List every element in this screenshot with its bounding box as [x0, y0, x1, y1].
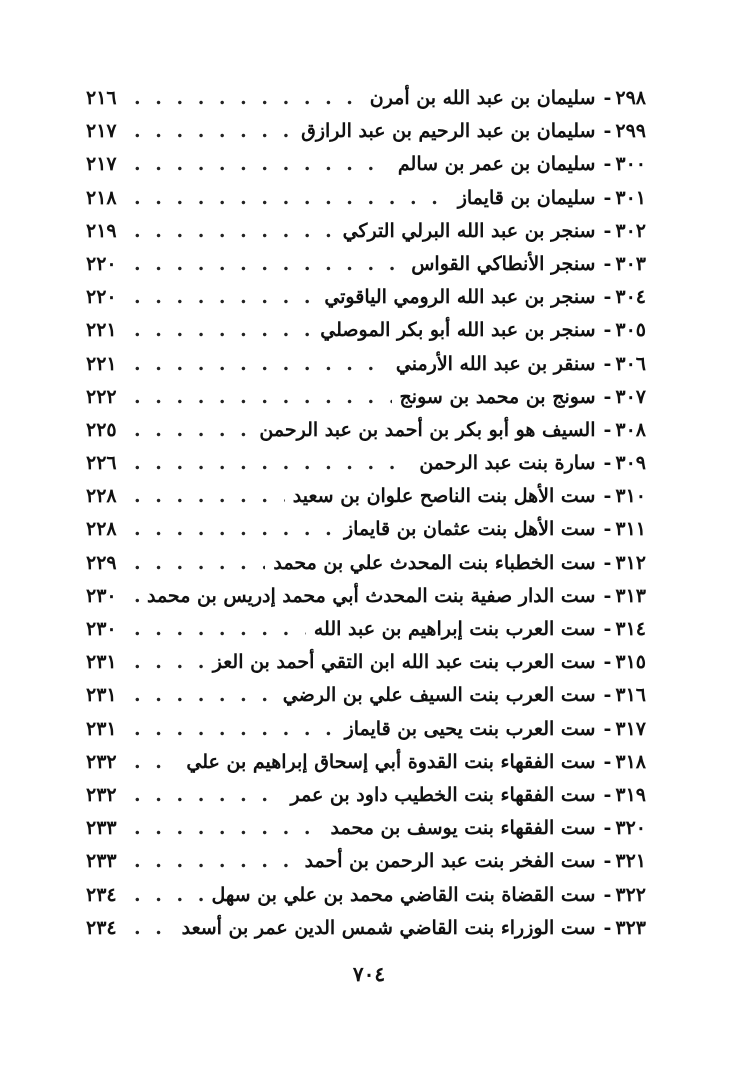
entry-separator: -	[603, 286, 612, 309]
dot-leader	[134, 547, 265, 580]
toc-entry	[86, 779, 646, 812]
entry-number: ٣٠٢	[615, 219, 646, 242]
entry-page: ٢٢٢	[86, 385, 117, 408]
entry-separator: -	[603, 219, 612, 242]
entry-separator: -	[603, 87, 612, 109]
entry-number: ٣١٥	[615, 651, 646, 674]
entry-page: ٢٣٣	[86, 817, 117, 840]
entry-page: ٢٢٩	[86, 551, 117, 574]
dot-leader	[134, 879, 204, 912]
entry-number: ٣١٣	[615, 584, 646, 607]
entry-number: ٣٠١	[615, 186, 646, 209]
entry-name: ست الفقهاء بنت القدوة أبي إسحاق إبراهيم بن علي	[186, 750, 596, 773]
dot-leader	[134, 215, 335, 248]
entry-name: ست العرب بنت يحيى بن قايماز	[344, 717, 596, 740]
entry-number: ٣١٤	[615, 618, 646, 640]
entry-number: ٣١٢	[615, 551, 646, 574]
entry-separator: -	[603, 418, 612, 441]
dot-leader	[134, 679, 275, 712]
entry-page: ٢١٧	[86, 120, 117, 143]
entry-separator: -	[603, 916, 612, 939]
entry-number: ٣١٩	[615, 783, 646, 806]
table-of-contents	[86, 82, 646, 945]
entry-number: ٣٠٠	[615, 153, 646, 176]
entry-number: ٣٠٤	[615, 286, 646, 309]
entry-separator: -	[603, 584, 612, 607]
toc-entry	[86, 348, 646, 381]
entry-number: ٣٢٠	[615, 817, 646, 840]
toc-entry	[86, 447, 646, 480]
toc-entry	[86, 879, 646, 912]
toc-entry	[86, 215, 646, 248]
entry-separator: -	[603, 485, 612, 508]
dot-leader	[134, 148, 390, 181]
toc-entry	[86, 746, 646, 779]
toc-entry	[86, 613, 646, 646]
entry-name: ست الوزراء بنت القاضي شمس الدين عمر بن أسعد	[181, 916, 596, 939]
entry-separator: -	[603, 385, 612, 408]
entry-number: ٢٩٨	[615, 87, 646, 109]
entry-separator: -	[603, 551, 612, 574]
entry-page: ٢٢٥	[86, 418, 117, 441]
entry-name: ست الدار صفية بنت المحدث أبي محمد إدريس بن محمد	[146, 584, 596, 607]
entry-separator: -	[603, 850, 612, 873]
entry-page: ٢٣١	[86, 651, 117, 674]
entry-number: ٣٠٩	[615, 452, 646, 475]
toc-entry	[86, 281, 646, 314]
toc-entry	[86, 82, 646, 115]
entry-page: ٢١٨	[86, 186, 117, 209]
entry-number: ٣٠٨	[615, 418, 646, 441]
entry-separator: -	[603, 618, 612, 640]
entry-separator: -	[603, 352, 612, 375]
entry-separator: -	[603, 120, 612, 143]
dot-leader	[134, 348, 388, 381]
entry-name: ست الخطباء بنت المحدث علي بن محمد	[273, 551, 596, 574]
toc-entry	[86, 646, 646, 679]
entry-number: ٣٠٥	[615, 319, 646, 342]
entry-name: سنجر الأنطاكي القواس	[411, 252, 596, 275]
entry-number: ٣٠٦	[615, 352, 646, 375]
entry-number: ٢٩٩	[615, 120, 646, 143]
entry-name: ست العرب بنت السيف علي بن الرضي	[282, 684, 596, 707]
dot-leader	[134, 779, 283, 812]
dot-leader	[134, 513, 336, 546]
entry-page: ٢٣١	[86, 717, 117, 740]
entry-name: ست القضاة بنت القاضي محمد بن علي بن سهل	[211, 883, 596, 906]
dot-leader	[134, 182, 450, 215]
entry-page: ٢٢١	[86, 319, 117, 342]
entry-page: ٢٣٤	[86, 916, 117, 939]
toc-entry	[86, 812, 646, 845]
entry-page: ٢٣٢	[86, 783, 117, 806]
dot-leader	[134, 480, 285, 513]
toc-entry	[86, 513, 646, 546]
entry-name: ست الأهل بنت عثمان بن قايماز	[343, 518, 596, 541]
dot-leader	[134, 381, 392, 414]
entry-name: ست الفقهاء بنت الخطيب داود بن عمر	[290, 783, 596, 806]
dot-leader	[134, 115, 293, 148]
entry-page: ٢١٩	[86, 219, 117, 242]
entry-number: ٣١١	[615, 518, 646, 541]
entry-number: ٣٢٢	[615, 883, 646, 906]
dot-leader	[134, 447, 411, 480]
entry-separator: -	[603, 883, 612, 906]
toc-entry	[86, 480, 646, 513]
entry-name: ست الأهل بنت الناصح علوان بن سعيد	[292, 485, 596, 508]
entry-page: ٢٢٨	[86, 518, 117, 541]
entry-name: سنجر بن عبد الله البرلي التركي	[342, 219, 596, 242]
entry-separator: -	[603, 319, 612, 342]
entry-number: ٣١٧	[615, 717, 646, 740]
dot-leader	[134, 82, 362, 115]
entry-name: ست العرب بنت إبراهيم بن عبد الله	[313, 618, 596, 640]
toc-entry	[86, 148, 646, 181]
entry-page: ٢٣١	[86, 684, 117, 707]
entry-name: سونج بن محمد بن سونج	[399, 385, 596, 408]
dot-leader	[134, 580, 139, 613]
entry-name: سليمان بن عمر بن سالم	[397, 153, 596, 176]
toc-entry	[86, 314, 646, 347]
page-number: ٧٠٤	[352, 962, 386, 986]
entry-number: ٣١٦	[615, 684, 646, 707]
entry-separator: -	[603, 817, 612, 840]
entry-page: ٢٣٤	[86, 883, 117, 906]
entry-page: ٢٣٢	[86, 750, 117, 773]
toc-entry	[86, 115, 646, 148]
entry-name: ست العرب بنت عبد الله ابن التقي أحمد بن العز	[212, 651, 596, 674]
toc-entry	[86, 182, 646, 215]
dot-leader	[134, 414, 251, 447]
toc-entry	[86, 414, 646, 447]
dot-leader	[134, 248, 403, 281]
entry-separator: -	[603, 717, 612, 740]
dot-leader	[134, 845, 297, 878]
entry-page: ٢١٦	[86, 87, 117, 109]
entry-name: سارة بنت عبد الرحمن	[419, 452, 596, 475]
entry-page: ٢٢٨	[86, 485, 117, 508]
entry-number: ٣٢١	[615, 850, 646, 873]
toc-entry	[86, 679, 646, 712]
entry-name: سليمان بن عبد الرحيم بن عبد الرازق	[301, 120, 596, 143]
entry-page: ٢٣٠	[86, 618, 117, 640]
toc-entry	[86, 381, 646, 414]
entry-separator: -	[603, 252, 612, 275]
entry-page: ٢٣٠	[86, 584, 117, 607]
dot-leader	[134, 812, 323, 845]
entry-separator: -	[603, 684, 612, 707]
entry-name: السيف هو أبو بكر بن أحمد بن عبد الرحمن	[259, 418, 596, 441]
entry-name: ست الفقهاء بنت يوسف بن محمد	[330, 817, 596, 840]
entry-separator: -	[603, 153, 612, 176]
entry-page: ٢٢٠	[86, 286, 117, 309]
dot-leader	[134, 713, 337, 746]
dot-leader	[134, 281, 316, 314]
toc-entry	[86, 713, 646, 746]
entry-name: سنقر بن عبد الله الأرمني	[395, 352, 596, 375]
entry-name: سنجر بن عبد الله الرومي الياقوتي	[324, 286, 596, 309]
entry-number: ٣١٨	[615, 750, 646, 773]
toc-entry	[86, 248, 646, 281]
toc-entry	[86, 912, 646, 945]
entry-number: ٣٠٧	[615, 385, 646, 408]
entry-name: ست الفخر بنت عبد الرحمن بن أحمد	[304, 850, 596, 873]
toc-entry	[86, 845, 646, 878]
entry-separator: -	[603, 750, 612, 773]
dot-leader	[134, 912, 174, 945]
entry-number: ٣١٠	[615, 485, 646, 508]
entry-separator: -	[603, 783, 612, 806]
dot-leader	[134, 613, 306, 646]
dot-leader	[134, 314, 312, 347]
entry-page: ٢٣٣	[86, 850, 117, 873]
dot-leader	[134, 746, 178, 779]
entry-page: ٢٢١	[86, 352, 117, 375]
toc-entry	[86, 547, 646, 580]
dot-leader	[134, 646, 205, 679]
entry-separator: -	[603, 452, 612, 475]
entry-number: ٣٢٣	[615, 916, 646, 939]
toc-entry	[86, 580, 646, 613]
entry-name: سليمان بن عبد الله بن أمرن	[369, 87, 596, 109]
entry-name: سنجر بن عبد الله أبو بكر الموصلي	[320, 319, 596, 342]
entry-page: ٢١٧	[86, 153, 117, 176]
entry-page: ٢٢٠	[86, 252, 117, 275]
entry-name: سليمان بن قايماز	[457, 186, 596, 209]
entry-separator: -	[603, 518, 612, 541]
entry-separator: -	[603, 186, 612, 209]
entry-number: ٣٠٣	[615, 252, 646, 275]
entry-page: ٢٢٦	[86, 452, 117, 475]
entry-separator: -	[603, 651, 612, 674]
